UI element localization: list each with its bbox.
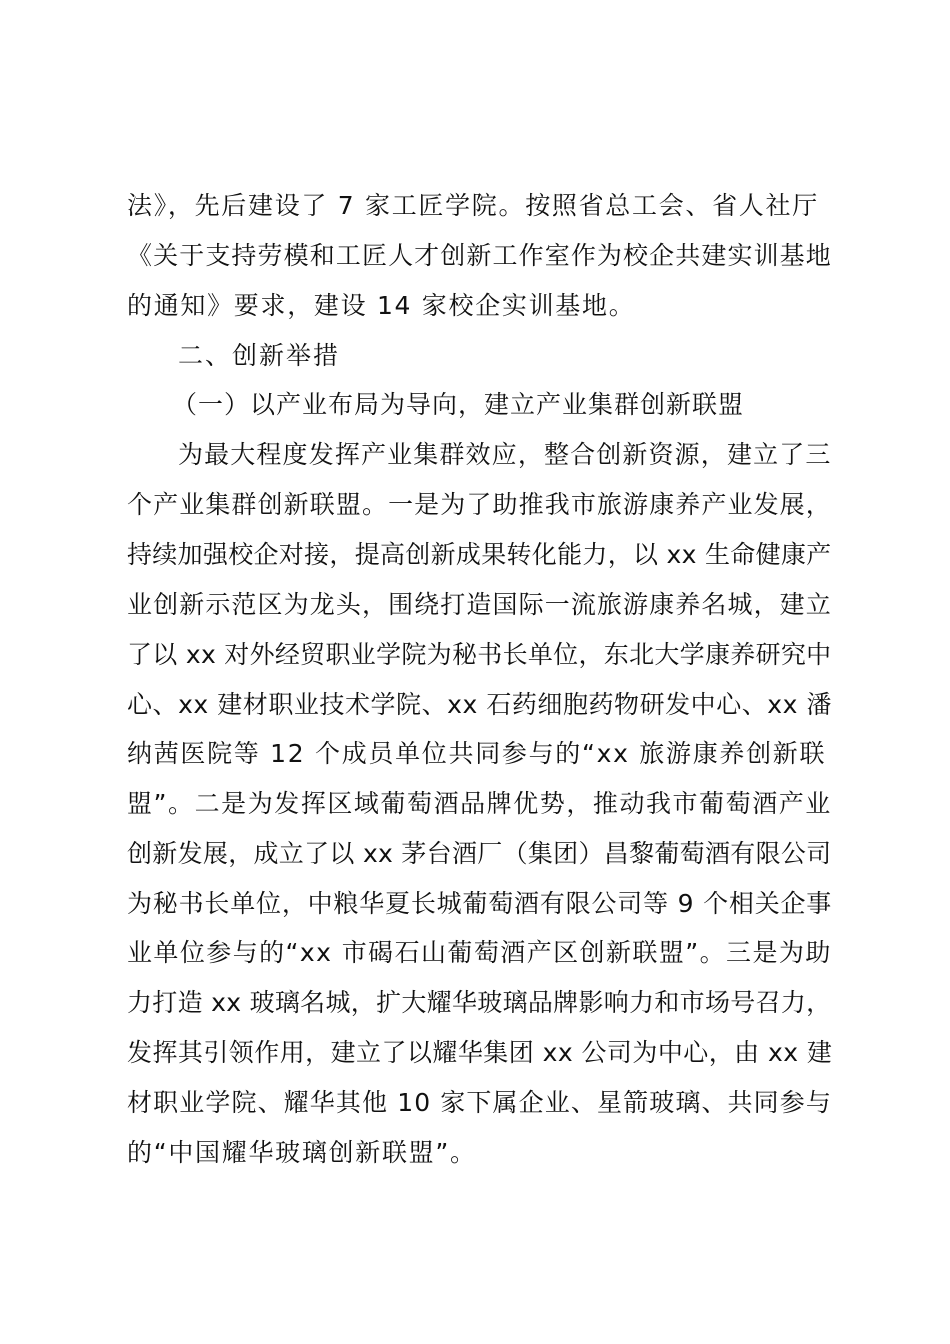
- body-text-line: 发挥其引领作用，建立了以耀华集团 xx 公司为中心，由 xx 建: [127, 1038, 833, 1067]
- paragraph-first-line: 为最大程度发挥产业集群效应，整合创新资源，建立了三: [178, 440, 832, 469]
- body-text-line: 的“中国耀华玻璃创新联盟”。: [127, 1138, 477, 1167]
- body-text-line: 业创新示范区为龙头，围绕打造国际一流旅游康养名城，建立: [127, 590, 832, 619]
- body-text-line: 了以 xx 对外经贸职业学院为秘书长单位，东北大学康养研究中: [127, 640, 832, 669]
- body-text-line: 业单位参与的“xx 市碣石山葡萄酒产区创新联盟”。三是为助: [127, 938, 832, 967]
- subsection-heading: （一）以产业布局为导向，建立产业集群创新联盟: [172, 390, 745, 419]
- body-text-line: 持续加强校企对接，提高创新成果转化能力，以 xx 生命健康产: [127, 540, 832, 569]
- body-text-line: 的通知》要求，建设 14 家校企实训基地。: [127, 291, 636, 320]
- body-text-line: 力打造 xx 玻璃名城，扩大耀华玻璃品牌影响力和市场号召力，: [127, 988, 832, 1017]
- section-heading: 二、创新举措: [178, 341, 341, 370]
- body-text-line: 创新发展，成立了以 xx 茅台酒厂（集团）昌黎葡萄酒有限公司: [127, 839, 832, 868]
- body-text-line: 盟”。二是为发挥区域葡萄酒品牌优势，推动我市葡萄酒产业: [127, 789, 832, 818]
- body-text-line: 为秘书长单位，中粮华夏长城葡萄酒有限公司等 9 个相关企事: [127, 889, 833, 918]
- body-text-line: 材职业学院、耀华其他 10 家下属企业、星箭玻璃、共同参与: [127, 1088, 833, 1117]
- body-text-line: 个产业集群创新联盟。一是为了助推我市旅游康养产业发展，: [127, 490, 832, 519]
- body-text-line: 纳茜医院等 12 个成员单位共同参与的“xx 旅游康养创新联: [127, 739, 827, 768]
- body-text-line: 法》，先后建设了 7 家工匠学院。按照省总工会、省人社厅: [127, 191, 819, 220]
- body-text-line: 心、xx 建材职业技术学院、xx 石药细胞药物研发中心、xx 潘: [127, 690, 833, 719]
- body-text-line: 《关于支持劳模和工匠人才创新工作室作为校企共建实训基地: [127, 241, 832, 270]
